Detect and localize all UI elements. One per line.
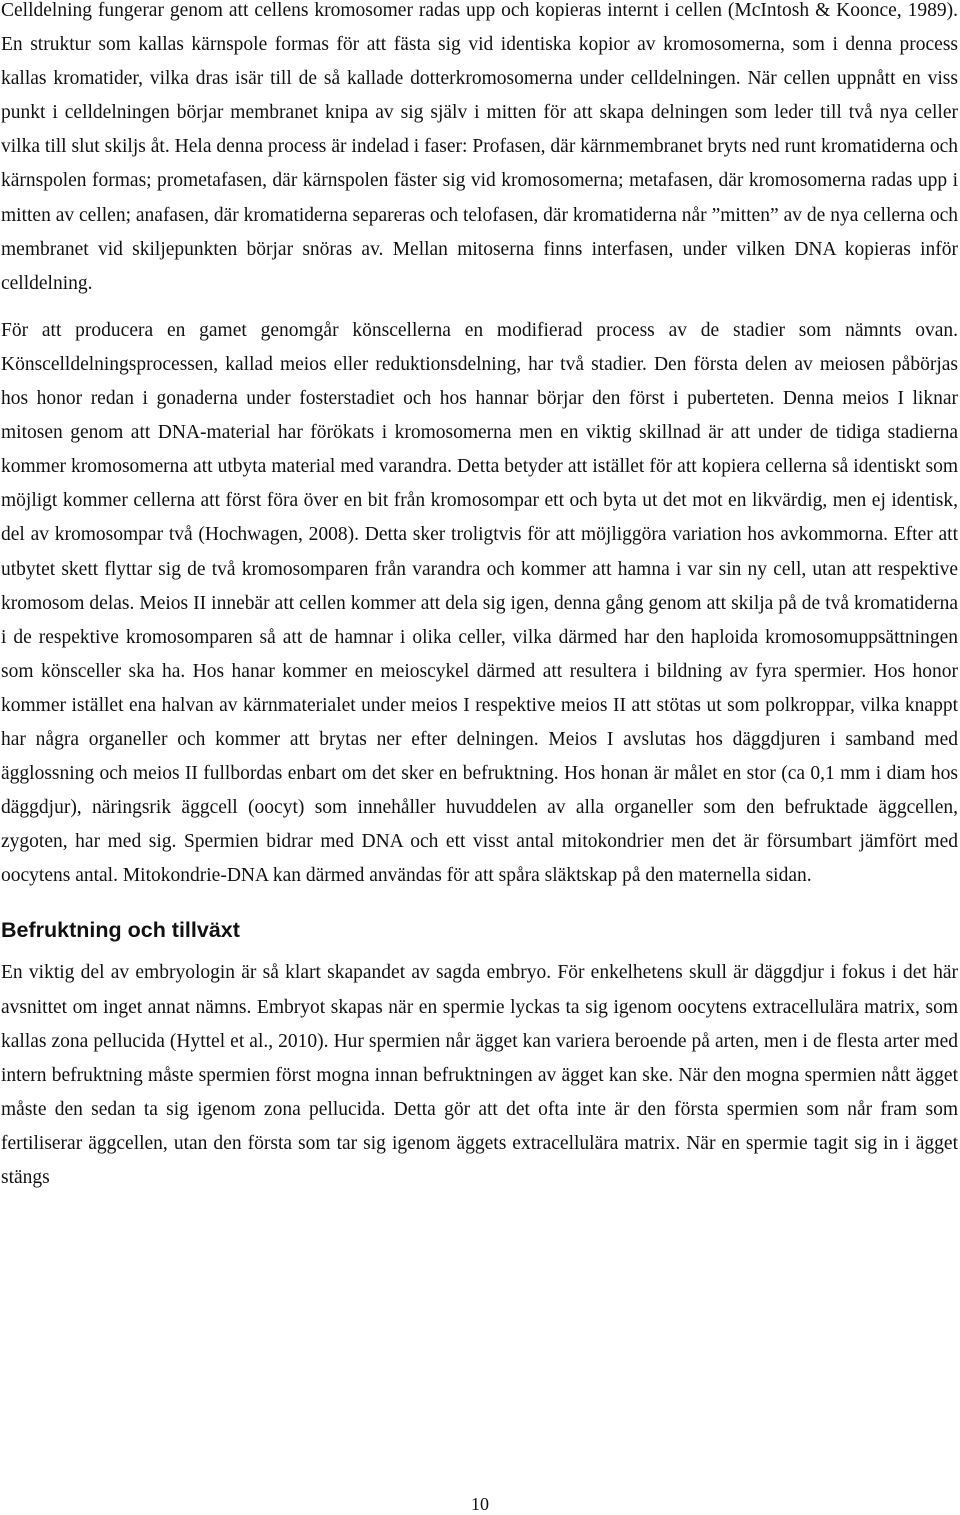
paragraph-fertilization: En viktig del av embryologin är så klart skapandet av sagda embryo. För enkelhetens skull är däggdjur i fokus i det här avsnittet om inget annat nämns. Embryot skapas när en spermie lyckas ta sig igenom oocytens extracellulära matrix, som kallas zona pellucida (Hyttel et al., 2010). Hur spermien når ägget kan variera beroende på arten, men i de flesta arter med intern befruktning måste spermien först mogna innan befruktningen av ägget kan ske. När den mogna spermien nått ägget måste den sedan ta sig igenom zona pellucida. Detta gör att det ofta inte är den första spermien som når fram som fertiliserar äggcellen, utan den första som tar sig igenom äggets extracellulära matrix. När en spermie tagit sig in i ägget stängs (1, 962, 958, 1188)
page-number: 10 (471, 1494, 489, 1514)
section-heading: Befruktning och tillväxt (1, 918, 240, 943)
paragraph-cell-division: Celldelning fungerar genom att cellens kromosomer radas upp och kopieras internt i cellen (McIntosh & Kooncе, 1989). En struktur som kallas kärnspole formas för att fästa sig vid identiska kopior av kromosomerna, som i denna process kallas kromatider, vilka dras isär till de så kallade dotterkromosomerna under celldelningen. När cellen uppnått en viss punkt i celldelningen börjar membranet knipa av sig själv i mitten för att skapa delningen som leder till två nya celler vilka till slut skiljs åt. Hela denna process är indelad i faser: Profasen, där kärnmembranet bryts ned runt kromatiderna och kärnspolen formas; prometafasen, där kärnspolen fäster sig vid kromosomerna; metafasen, där kromosomerna radas upp i mitten av cellen; anafasen, där kromatiderna separeras och telofasen, där kromatiderna når ”mitten” av de nya cellerna och membranet vid skiljepunkten börjar snöras av. Mellan mitoserna finns interfasen, under vilken DNA kopieras inför celldelning. (1, 0, 958, 294)
paragraph-meiosis: För att producera en gamet genomgår könscellerna en modifierad process av de stadier som nämnts ovan. Könscelldelningsprocessen, kallad meios eller reduktionsdelning, har två stadier. Den första delen av meiosen påbörjas hos honor redan i gonaderna under fosterstadiet och hos hannar börjar den först i puberteten. Denna meios I liknar mitosen genom att DNA-material har förökats i kromosomerna men en viktig skillnad är att under de tidiga stadierna kommer kromosomerna att utbyta material med varandra. Detta betyder att istället för att kopiera cellerna så identiskt som möjligt kommer cellerna att först föra över en bit från kromosompar ett och byta ut det mot en likvärdig, men ej identisk, del av kromosompar två (Hochwagen, 2008). Detta sker troligtvis för att möjliggöra variation hos avkommorna. Efter att utbytet skett flyttar sig de två kromosomparen från varandra och kommer att hamna i var sin ny cell, utan att respektive kromosom delas. Meios II innebär att cellen kommer att dela sig igen, denna gång genom att skilja på de två kromatiderna i de respektive kromosomparen så att de hamnar i olika celler, vilka därmed har den haploida kromosomuppsättningen som könsceller ska ha. Hos hanar kommer en meioscykel därmed att resultera i bildning av fyra spermier. Hos honor kommer istället ena halvan av kärnmaterialet under meios I respektive meios II att stötas ut som polkroppar, vilka knappt har några organeller och kommer att brytas ner efter delningen. Meios I avslutas hos däggdjuren i samband med ägglossning och meios II fullbordas enbart om det sker en befruktning. Hos honan är målet en stor (ca 0,1 mm i diam hos däggdjur), näringsrik äggcell (oocyt) som innehåller huvuddelen av alla organeller som den befruktade äggcellen, zygoten, har med sig. Spermien bidrar med DNA och ett visst antal mitokondrier men det är försumbart jämfört med oocytens antal. Mitokondrie-DNA kan därmed användas för att spåra släktskap på den maternella sidan. (1, 319, 958, 887)
